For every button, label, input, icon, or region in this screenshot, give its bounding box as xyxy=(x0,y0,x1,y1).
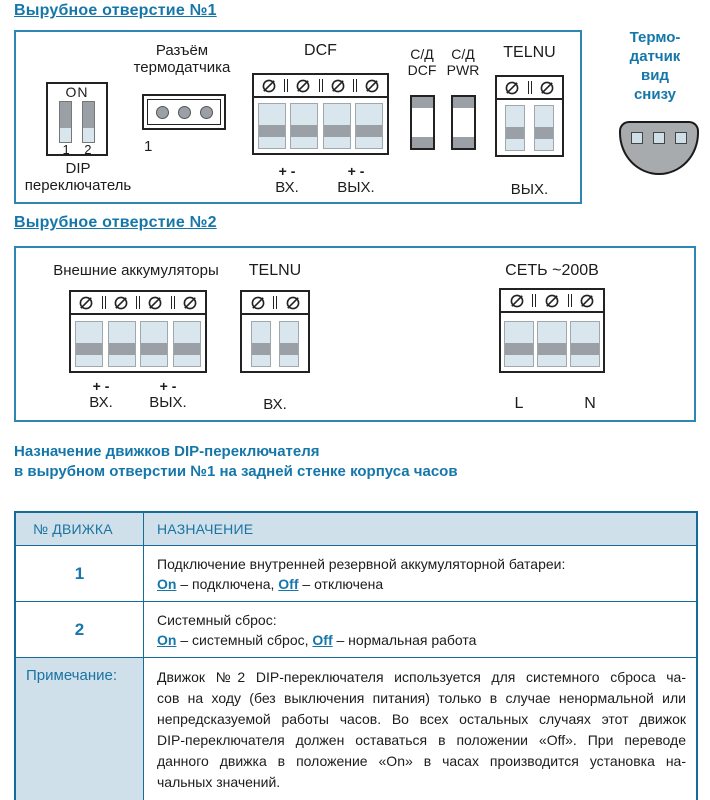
dcf-title: DCF xyxy=(304,42,337,59)
table-row xyxy=(16,601,696,657)
dip-slider-2 xyxy=(82,101,95,143)
led-pwr-icon xyxy=(451,95,476,150)
dcf-in-polarity: + - xyxy=(278,163,296,179)
note-label: Примечание: xyxy=(16,658,144,800)
dip-table-heading xyxy=(14,442,458,482)
sensor-contact-icon xyxy=(631,132,643,144)
switch-purpose xyxy=(144,602,696,657)
terminal-separator xyxy=(273,296,277,309)
screw-icon xyxy=(147,295,163,311)
header-switch-number: № ДВИЖКА xyxy=(16,513,144,545)
off-value: Off xyxy=(278,576,299,592)
note-row xyxy=(16,657,696,800)
screw-icon xyxy=(364,78,380,94)
table-row xyxy=(16,545,696,601)
terminal-separator xyxy=(568,294,572,307)
terminal-slot xyxy=(279,321,299,367)
dip-caption xyxy=(16,160,140,194)
led-pwr-label-line1: С/Д xyxy=(451,46,475,62)
note-line: сов на ходу (без выключения питания) только в случае ненормальной или xyxy=(157,690,686,706)
connector-pin-icon xyxy=(156,106,169,119)
terminal-separator xyxy=(353,79,357,92)
terminal-slot xyxy=(570,321,600,367)
sensor-contact-icon xyxy=(653,132,665,144)
switch-number: 1 xyxy=(16,546,144,601)
dip-slider-1 xyxy=(59,101,72,143)
screw-icon xyxy=(509,293,525,309)
terminal-slot xyxy=(251,321,271,367)
purpose-line1: Подключение внутренней резервной аккумуляторной батареи: xyxy=(157,556,566,572)
led-dcf-icon xyxy=(410,95,435,150)
screw-icon xyxy=(330,78,346,94)
dcf-out-polarity: + - xyxy=(347,163,365,179)
batteries-out-text: ВЫХ. xyxy=(149,394,187,411)
dip-table-heading-line2: в вырубном отверстии №1 на задней стенке корпуса часов xyxy=(14,463,458,480)
telnu1-out-label: ВЫХ. xyxy=(510,181,549,198)
terminal-slot xyxy=(537,321,567,367)
terminal-slot xyxy=(258,103,286,149)
dip-caption-line1: DIP xyxy=(65,160,91,177)
batteries-out-label xyxy=(136,379,200,411)
note-text xyxy=(144,658,696,800)
purpose-line2 xyxy=(157,630,684,650)
off-description: – нормальная работа xyxy=(332,632,477,648)
led-pwr-label xyxy=(437,46,489,78)
screw-icon xyxy=(182,295,198,311)
section2-title: Вырубное отверстие №2 xyxy=(14,214,217,231)
led-dcf-label-line1: С/Д xyxy=(410,46,434,62)
power-n-label: N xyxy=(584,395,596,412)
batteries-terminal-block xyxy=(69,290,207,373)
switch-purpose xyxy=(144,546,696,601)
dip-switch xyxy=(46,82,108,156)
screw-icon xyxy=(544,293,560,309)
led-dcf-label-line2: DCF xyxy=(407,62,437,78)
switch-number: 2 xyxy=(16,602,144,657)
terminal-separator xyxy=(284,79,288,92)
screw-icon xyxy=(539,80,555,96)
terminal-slot xyxy=(173,321,201,367)
screw-icon xyxy=(504,80,520,96)
dcf-out-label xyxy=(322,164,390,196)
dcf-out-text: ВЫХ. xyxy=(337,179,375,196)
telnu1-title: TELNU xyxy=(503,44,556,61)
power-title: СЕТЬ ~200В xyxy=(505,262,599,279)
power-terminal-block xyxy=(499,288,605,373)
thermo-connector-socket xyxy=(147,99,221,125)
note-line: чальных значений. xyxy=(157,774,281,790)
cutout2-diagram-box xyxy=(14,246,696,422)
thermo-view-label xyxy=(598,28,710,104)
dcf-in-label xyxy=(252,164,322,196)
purpose-line2 xyxy=(157,574,684,594)
dip-on-label: ON xyxy=(65,84,89,100)
telnu2-title: TELNU xyxy=(248,262,302,279)
terminal-slot xyxy=(75,321,103,367)
terminal-separator xyxy=(136,296,140,309)
on-value: On xyxy=(157,632,177,648)
dip-table-heading-line1: Назначение движков DIP-переключателя xyxy=(14,443,320,460)
terminal-slot xyxy=(505,105,525,151)
batteries-out-polarity: + - xyxy=(159,378,177,394)
screw-icon xyxy=(285,295,301,311)
led-pwr-label-line2: PWR xyxy=(446,62,480,78)
section1-title: Вырубное отверстие №1 xyxy=(14,2,217,19)
telnu-out-terminal-block xyxy=(495,75,564,157)
connector-pin-icon xyxy=(200,106,213,119)
batteries-in-label xyxy=(69,379,133,411)
terminal-slot xyxy=(534,105,554,151)
off-value: Off xyxy=(312,632,333,648)
batteries-in-text: ВХ. xyxy=(89,394,113,411)
note-line: непредсказуемой работы часов. Во всех остальных случаях этот движок xyxy=(157,711,686,727)
screw-icon xyxy=(295,78,311,94)
screw-icon xyxy=(250,295,266,311)
terminal-separator xyxy=(319,79,323,92)
dip-switch-table xyxy=(14,511,698,800)
table-header-row xyxy=(16,513,696,545)
telnu-in-terminal-block xyxy=(240,290,310,373)
cutout1-diagram-box xyxy=(14,30,582,204)
thermo-connector-label xyxy=(120,42,244,76)
terminal-slot xyxy=(108,321,136,367)
terminal-slot xyxy=(290,103,318,149)
on-description: – подключена, xyxy=(176,576,279,592)
dcf-in-text: ВХ. xyxy=(275,179,299,196)
thermo-view-line3: вид xyxy=(641,67,669,84)
thermo-connector-label-line2: термодатчика xyxy=(133,59,231,76)
screw-icon xyxy=(78,295,94,311)
batteries-title: Внешние аккумуляторы xyxy=(53,262,219,279)
connector-pin1-label: 1 xyxy=(144,138,153,155)
telnu2-in-label: ВХ. xyxy=(263,396,287,413)
screw-icon xyxy=(113,295,129,311)
off-description: – отключена xyxy=(298,576,384,592)
note-line: данного движка в положение «On» в часах производится установка на- xyxy=(157,753,686,769)
dip-num-2: 2 xyxy=(84,142,92,157)
dip-num-1: 1 xyxy=(62,142,70,157)
thermo-view-line4: снизу xyxy=(633,86,677,103)
terminal-slot xyxy=(140,321,168,367)
thermo-sensor-bottom-icon xyxy=(619,121,699,175)
purpose-line1: Системный сброс: xyxy=(157,612,277,628)
thermo-view-line2: датчик xyxy=(629,48,681,65)
terminal-slot xyxy=(323,103,351,149)
note-line: DIP-переключателя должен оставаться в положении «Off». При переводе xyxy=(157,732,686,748)
terminal-separator xyxy=(528,81,532,94)
note-line: Движок №2 DIP-переключателя используется для системного сброса ча- xyxy=(157,669,686,685)
terminal-slot xyxy=(355,103,383,149)
on-value: On xyxy=(157,576,177,592)
connector-pin-icon xyxy=(178,106,191,119)
thermo-view-line1: Термо- xyxy=(629,29,681,46)
batteries-in-polarity: + - xyxy=(92,378,110,394)
on-description: – системный сброс, xyxy=(176,632,313,648)
header-purpose: НАЗНАЧЕНИЕ xyxy=(157,521,254,537)
thermo-connector-label-line1: Разъём xyxy=(155,42,209,59)
thermo-connector xyxy=(142,94,226,130)
sensor-contact-icon xyxy=(675,132,687,144)
dip-caption-line2: переключатель xyxy=(24,177,132,194)
terminal-separator xyxy=(532,294,536,307)
screw-icon xyxy=(261,78,277,94)
screw-icon xyxy=(579,293,595,309)
terminal-separator xyxy=(102,296,106,309)
dcf-terminal-block xyxy=(252,73,389,155)
terminal-separator xyxy=(171,296,175,309)
terminal-slot xyxy=(504,321,534,367)
power-l-label: L xyxy=(514,395,524,412)
